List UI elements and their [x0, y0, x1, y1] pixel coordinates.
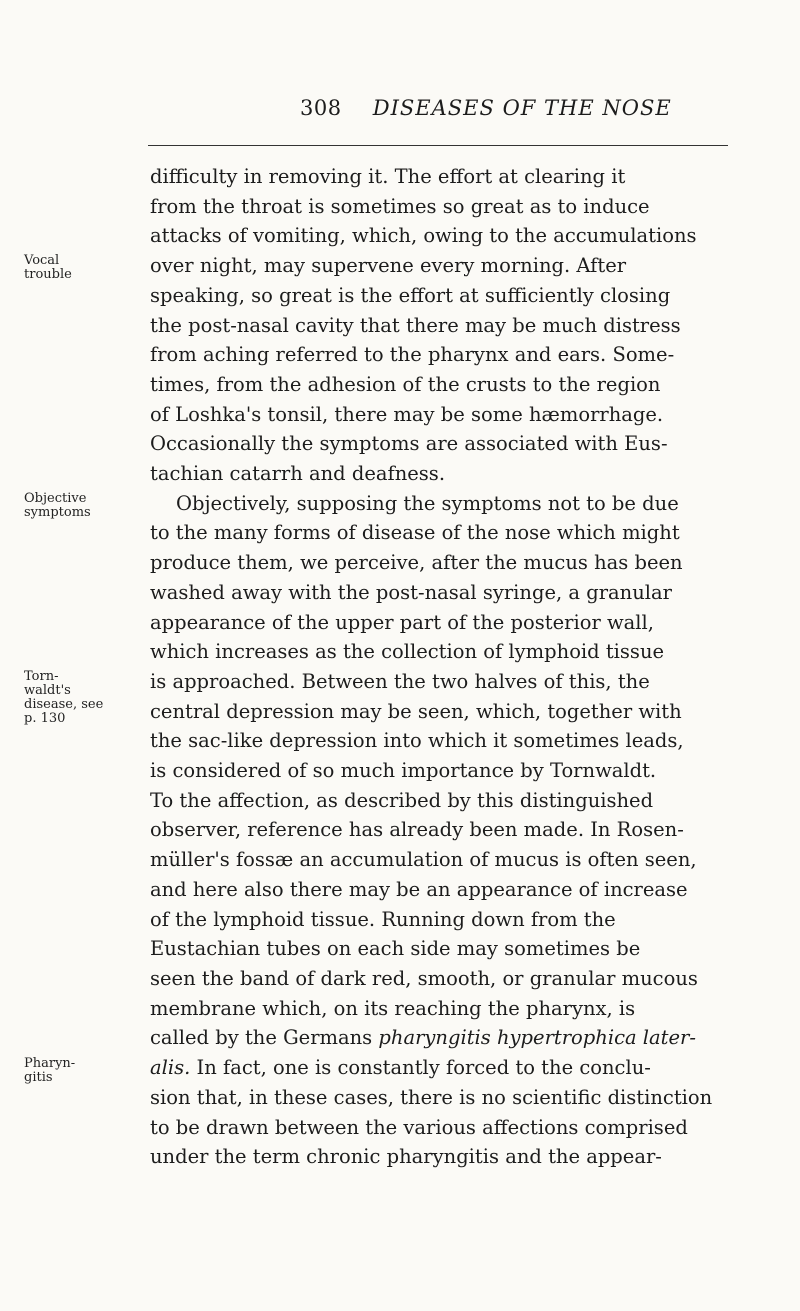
- text-line: Eustachian tubes on each side may sometimes be: [150, 937, 641, 961]
- text-line: over night, may supervene every morning. After: [150, 254, 627, 278]
- text-line: the post-nasal cavity that there may be much distress: [150, 313, 681, 337]
- text-line: attacks of vomiting, which, owing to the accumulations: [150, 224, 697, 248]
- italic-term: alis.: [150, 1056, 191, 1080]
- margin-note-line: Torn-: [24, 669, 59, 684]
- body-text: [150, 162, 730, 1172]
- text-line: appearance of the upper part of the posterior wall,: [150, 610, 654, 634]
- text-line: times, from the adhesion of the crusts to the region: [150, 372, 661, 396]
- header-rule: [148, 145, 728, 146]
- text-line: produce them, we perceive, after the mucus has been: [150, 551, 683, 575]
- text-line: of the lymphoid tissue. Running down from the: [150, 907, 616, 931]
- margin-note-line: Vocal: [24, 253, 60, 268]
- margin-note-line: gitis: [24, 1070, 53, 1085]
- text-line: [150, 1023, 730, 1053]
- text-line: from aching referred to the pharynx and ears. Some-: [150, 343, 675, 367]
- text-line: which increases as the collection of lymphoid tissue: [150, 640, 665, 664]
- margin-note-vocal-trouble: [24, 254, 144, 282]
- text-line: müller's fossæ an accumulation of mucus is often seen,: [150, 848, 697, 872]
- text-line: sion that, in these cases, there is no scientific distinction: [150, 1085, 713, 1109]
- italic-term: pharyngitis hypertrophica later-: [378, 1026, 696, 1050]
- margin-note-line: Objective: [24, 491, 87, 506]
- text-line: to the many forms of disease of the nose which might: [150, 521, 680, 545]
- page-number: 308: [300, 96, 342, 120]
- text-line: from the throat is sometimes so great as to induce: [150, 194, 650, 218]
- text-line: of Loshka's tonsil, there may be some hæmorrhage.: [150, 402, 664, 426]
- text-line: and here also there may be an appearance of increase: [150, 877, 688, 901]
- text-line: membrane which, on its reaching the pharynx, is: [150, 996, 636, 1020]
- text-line: [150, 1053, 730, 1083]
- text-line: To the affection, as described by this distinguished: [150, 788, 654, 812]
- text-line: Objectively, supposing the symptoms not to be due: [176, 491, 679, 515]
- text-line: speaking, so great is the effort at sufficiently closing: [150, 283, 671, 307]
- running-title: DISEASES OF THE NOSE: [372, 96, 672, 120]
- margin-note-pharyngitis: [24, 1057, 144, 1085]
- text-line: the sac-like depression into which it sometimes leads,: [150, 729, 684, 753]
- margin-note-line: Pharyn-: [24, 1056, 76, 1071]
- running-header: [300, 96, 672, 120]
- margin-note-line: trouble: [24, 267, 72, 282]
- text-line: seen the band of dark red, smooth, or granular mucous: [150, 966, 698, 990]
- text-line: is considered of so much importance by Tornwaldt.: [150, 759, 657, 783]
- margin-note-line: p. 130: [24, 711, 66, 726]
- text-line: central depression may be seen, which, together with: [150, 699, 682, 723]
- text-line: Occasionally the symptoms are associated with Eus-: [150, 432, 668, 456]
- margin-note-line: disease, see: [24, 697, 104, 712]
- margin-note-tornwaldts-disease: [24, 670, 144, 726]
- text-run: called by the Germans: [150, 1026, 379, 1050]
- text-line: under the term chronic pharyngitis and the appear-: [150, 1145, 662, 1169]
- margin-note-line: waldt's: [24, 683, 71, 698]
- text-run: In fact, one is constantly forced to the conclu-: [190, 1056, 651, 1080]
- text-line: tachian catarrh and deafness.: [150, 462, 446, 486]
- text-line: washed away with the post-nasal syringe, a granular: [150, 580, 672, 604]
- margin-note-objective-symptoms: [24, 492, 144, 520]
- margin-note-line: symptoms: [24, 505, 91, 520]
- text-line: to be drawn between the various affections comprised: [150, 1115, 688, 1139]
- text-line: difficulty in removing it. The effort at clearing it: [150, 165, 626, 188]
- text-line: observer, reference has already been made. In Rosen-: [150, 818, 684, 842]
- text-line: is approached. Between the two halves of this, the: [150, 669, 650, 693]
